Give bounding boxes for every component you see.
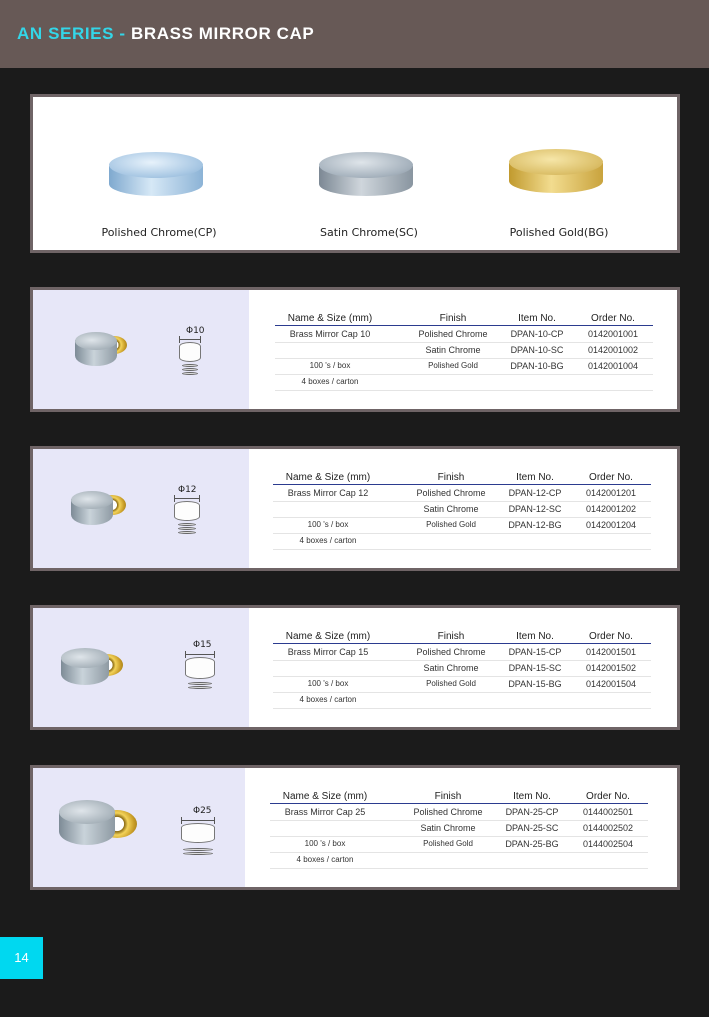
finish-cell: Polished Gold <box>423 839 473 848</box>
order-no-cell: 0142001204 <box>585 520 637 530</box>
box-quantity: 100 's / box <box>307 520 349 529</box>
finish-cell: Satin Chrome <box>425 345 481 355</box>
spec-header-row <box>273 471 651 485</box>
order-no-header: Order No. <box>586 791 630 802</box>
page-number: 14 <box>0 937 43 979</box>
order-no-cell: 0142001502 <box>585 663 637 673</box>
cap-25-image <box>59 800 115 848</box>
table-row <box>275 328 653 343</box>
finish-cell: Satin Chrome <box>423 504 479 514</box>
order-no-cell: 0142001002 <box>587 345 639 355</box>
spec-header-row <box>273 630 651 644</box>
diameter-label: Φ10 <box>186 326 205 336</box>
series-name: AN SERIES - <box>17 24 126 43</box>
carton-quantity: 4 boxes / carton <box>299 536 357 545</box>
order-no-cell: 0142001201 <box>585 488 637 498</box>
item-no-header: Item No. <box>516 631 554 642</box>
product-name: Brass Mirror Cap 12 <box>287 488 369 498</box>
table-row <box>273 487 651 502</box>
box-quantity: 100 's / box <box>307 679 349 688</box>
diameter-label: Φ12 <box>178 485 197 495</box>
page-header <box>0 0 709 68</box>
product-image-area <box>33 290 249 409</box>
table-row <box>273 646 651 661</box>
table-row <box>273 503 651 518</box>
table-row <box>275 344 653 359</box>
finish-cell: Satin Chrome <box>420 823 476 833</box>
carton-quantity: 4 boxes / carton <box>296 855 354 864</box>
product-image-area <box>33 768 245 887</box>
carton-quantity: 4 boxes / carton <box>299 695 357 704</box>
order-no-cell: 0142001504 <box>585 679 637 689</box>
finish-cell: Polished Chrome <box>418 329 488 339</box>
item-no-cell: DPAN-10-SC <box>510 345 564 355</box>
diameter-label: Φ25 <box>193 806 212 816</box>
item-no-header: Item No. <box>516 472 554 483</box>
cap-10-image <box>75 332 117 368</box>
cap-10-dimension-diagram <box>173 326 217 382</box>
finish-label: Satin Chrome(SC) <box>320 226 418 239</box>
product-name: Brass Mirror Cap 15 <box>287 647 369 657</box>
item-no-cell: DPAN-25-SC <box>505 823 559 833</box>
item-no-cell: DPAN-10-CP <box>510 329 564 339</box>
item-no-cell: DPAN-15-CP <box>508 647 562 657</box>
order-no-header: Order No. <box>591 313 635 324</box>
item-no-cell: DPAN-12-CP <box>508 488 562 498</box>
cap-12-image <box>71 491 113 527</box>
item-no-cell: DPAN-25-BG <box>505 839 559 849</box>
table-row <box>270 854 648 869</box>
finish-swatch-satin-chrome <box>269 97 469 252</box>
finish-label: Polished Gold(BG) <box>509 226 609 239</box>
box-quantity: 100 's / box <box>309 361 351 370</box>
table-row <box>275 360 653 375</box>
diameter-label: Φ15 <box>193 640 212 650</box>
product-name: Brass Mirror Cap 25 <box>284 807 366 817</box>
order-no-cell: 0144002504 <box>582 839 634 849</box>
table-row <box>273 535 651 550</box>
finish-cell: Polished Chrome <box>416 488 486 498</box>
spec-header-row <box>275 312 653 326</box>
name-size-header: Name & Size (mm) <box>282 791 368 802</box>
table-row <box>273 678 651 693</box>
product-title: BRASS MIRROR CAP <box>130 24 315 43</box>
table-row <box>273 694 651 709</box>
order-no-cell: 0142001202 <box>585 504 637 514</box>
finish-swatch-polished-gold <box>459 97 659 252</box>
spec-header-row <box>270 790 648 804</box>
item-no-cell: DPAN-10-BG <box>510 361 564 371</box>
table-row <box>273 662 651 677</box>
finish-cell: Polished Gold <box>426 679 476 688</box>
item-no-header: Item No. <box>518 313 556 324</box>
table-row <box>270 838 648 853</box>
box-quantity: 100 's / box <box>304 839 346 848</box>
name-size-header: Name & Size (mm) <box>287 313 373 324</box>
order-no-cell: 0144002502 <box>582 823 634 833</box>
finish-header: Finish <box>434 791 462 802</box>
product-panel-cap-25 <box>30 765 680 890</box>
finish-header: Finish <box>437 631 465 642</box>
finish-swatch-polished-chrome <box>59 97 259 252</box>
product-panel-cap-12 <box>30 446 680 571</box>
name-size-header: Name & Size (mm) <box>285 472 371 483</box>
order-no-cell: 0144002501 <box>582 807 634 817</box>
order-no-cell: 0142001001 <box>587 329 639 339</box>
finish-label: Polished Chrome(CP) <box>101 226 217 239</box>
order-no-cell: 0142001004 <box>587 361 639 371</box>
product-image-area <box>33 608 249 727</box>
order-no-cell: 0142001501 <box>585 647 637 657</box>
item-no-cell: DPAN-25-CP <box>505 807 559 817</box>
product-name: Brass Mirror Cap 10 <box>289 329 371 339</box>
finish-showcase <box>30 94 680 253</box>
cap-15-image <box>61 648 109 688</box>
cap-15-dimension-diagram <box>183 640 227 700</box>
table-row <box>275 376 653 391</box>
item-no-header: Item No. <box>513 791 551 802</box>
finish-cell: Polished Chrome <box>413 807 483 817</box>
product-image-area <box>33 449 249 568</box>
carton-quantity: 4 boxes / carton <box>301 377 359 386</box>
item-no-cell: DPAN-12-BG <box>508 520 562 530</box>
item-no-cell: DPAN-15-SC <box>508 663 562 673</box>
item-no-cell: DPAN-12-SC <box>508 504 562 514</box>
item-no-cell: DPAN-15-BG <box>508 679 562 689</box>
finish-cell: Satin Chrome <box>423 663 479 673</box>
finish-cell: Polished Chrome <box>416 647 486 657</box>
name-size-header: Name & Size (mm) <box>285 631 371 642</box>
table-row <box>270 806 648 821</box>
order-no-header: Order No. <box>589 631 633 642</box>
order-no-header: Order No. <box>589 472 633 483</box>
finish-header: Finish <box>437 472 465 483</box>
product-panel-cap-15 <box>30 605 680 730</box>
page-title <box>17 24 314 44</box>
finish-header: Finish <box>439 313 467 324</box>
table-row <box>273 519 651 534</box>
table-row <box>270 822 648 837</box>
finish-cell: Polished Gold <box>428 361 478 370</box>
finish-cell: Polished Gold <box>426 520 476 529</box>
cap-12-dimension-diagram <box>171 485 215 541</box>
cap-25-dimension-diagram <box>179 806 223 866</box>
product-panel-cap-10 <box>30 287 680 412</box>
